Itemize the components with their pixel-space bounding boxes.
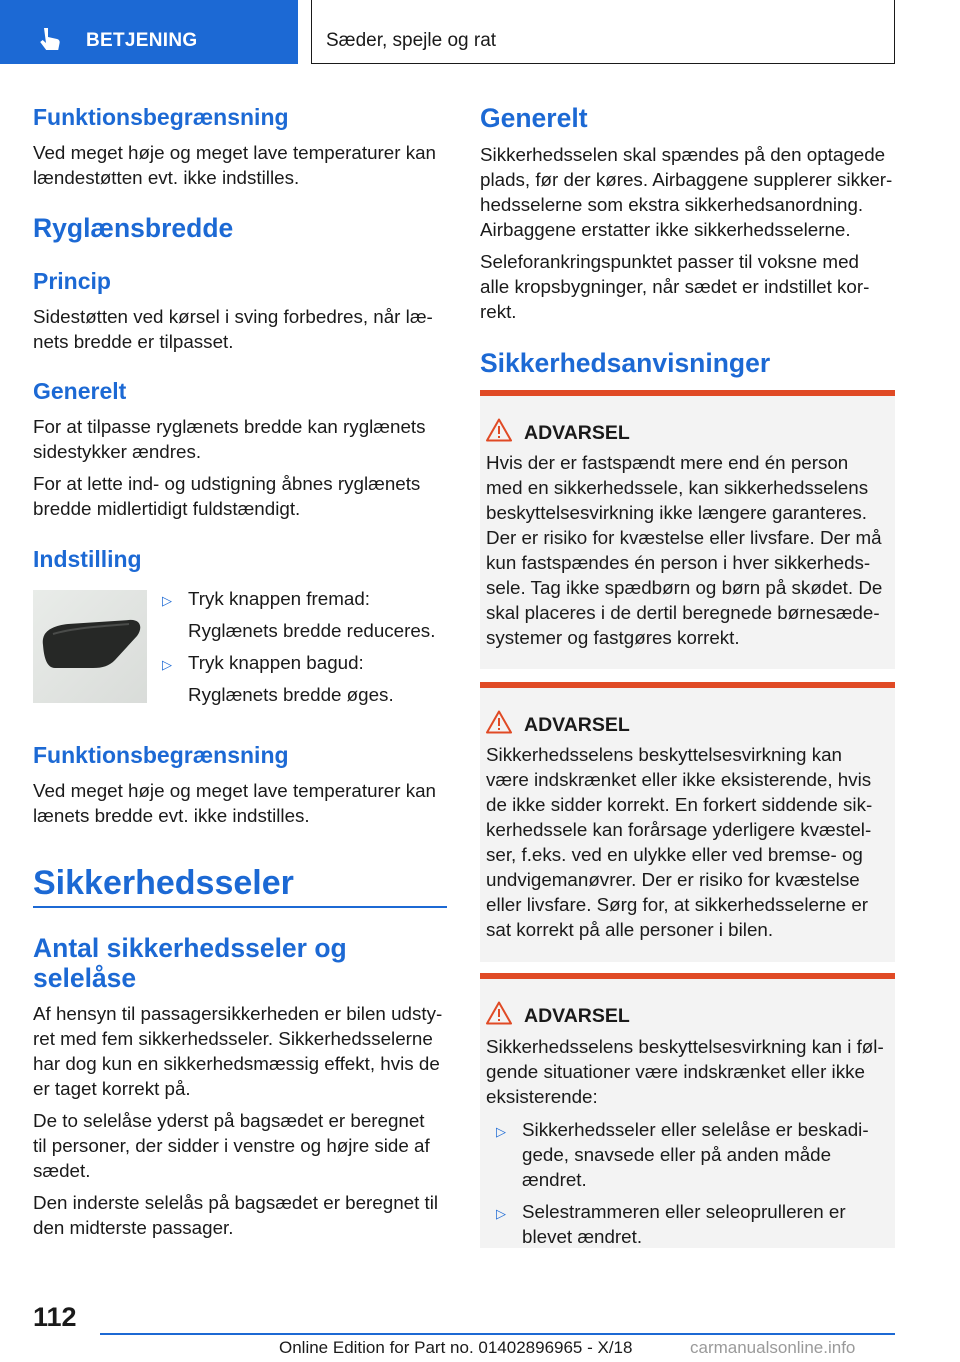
warning-box-1 (480, 396, 895, 669)
paragraph-line: nets bredde er tilpasset. (33, 331, 234, 352)
paragraph-line: er taget korrekt på. (33, 1078, 191, 1099)
list-item: ▷ Sikkerhedsseler eller selelåse er beskadi- gede, snavsede eller på anden måde ændret. (496, 1119, 869, 1190)
paragraph-line: Ved meget høje og meget lave temperaturer kan (33, 780, 436, 801)
paragraph-line: For at lette ind- og udstigning åbnes ryglænets (33, 473, 421, 494)
paragraph-line: Seleforankringspunktet passer til voksne med (480, 251, 859, 272)
paragraph-line: Af hensyn til passagersikkerheden er bilen udsty- (33, 1003, 443, 1024)
header-section: BETJENING (86, 30, 198, 51)
paragraph-line: bredde midlertidigt fuldstændigt. (33, 498, 301, 519)
list-item-sub: Ryglænets bredde øges. (188, 684, 394, 705)
section-rule (33, 906, 447, 908)
heading-antal-line2: selelåse (33, 963, 137, 993)
warning-text-3: Sikkerhedsselens beskyttelsesvirkning kan i føl- gende situationer være indskrænket eller ikke eksisterende: (486, 1036, 884, 1107)
paragraph-line: Sikkerhedsselen skal spændes på den optagede (480, 144, 886, 165)
warning-triangle-icon (486, 710, 512, 734)
paragraph-line: For at tilpasse ryglænets bredde kan ryglænets (33, 416, 426, 437)
list-item: ▷ Selestrammeren eller seleoprulleren er blevet ændret. (496, 1201, 846, 1247)
paragraph-line: hedsselerne som ekstra sikkerhedsanordning. (480, 194, 864, 215)
footer-edition: Online Edition for Part no. 01402896965 - X/18 (279, 1338, 633, 1357)
heading-indstilling: Indstilling (33, 546, 142, 572)
watermark: carmanualsonline.info (690, 1338, 856, 1357)
warning-label: ADVARSEL (524, 714, 630, 736)
heading-princip: Princip (33, 268, 111, 294)
triangle-bullet-icon: ▷ (496, 1124, 506, 1139)
paragraph-line: Airbaggene erstatter ikke sikkerhedsselerne. (480, 219, 851, 240)
warning-triangle-icon (486, 1001, 512, 1025)
paragraph-line: til personer, der sidder i venstre og højre side af (33, 1135, 430, 1156)
heading-ryglaensbredde: Ryglænsbredde (33, 213, 234, 243)
page-number: 112 (33, 1302, 77, 1332)
seat-button-image (33, 590, 147, 703)
paragraph-line: rekt. (480, 301, 517, 322)
paragraph-line: alle kropsbygninger, når sædet er indstillet kor- (480, 276, 870, 297)
footer-rule (100, 1333, 895, 1335)
heading-antal-line1: Antal sikkerhedsseler og (33, 933, 347, 963)
paragraph-line: Sidestøtten ved kørsel i sving forbedres, når læ- (33, 306, 433, 327)
heading-funktionsbegraensning-2: Funktionsbegrænsning (33, 742, 289, 768)
paragraph-line: sædet. (33, 1160, 91, 1181)
hand-pointer-icon (36, 26, 62, 52)
warning-label: ADVARSEL (524, 1005, 630, 1027)
paragraph-line: ret med fem sikkerhedsseler. Sikkerhedsselerne (33, 1028, 433, 1049)
triangle-bullet-icon: ▷ (162, 593, 172, 608)
seat-width-button-photo (33, 590, 147, 703)
triangle-bullet-icon: ▷ (496, 1206, 506, 1221)
heading-funktionsbegraensning-1: Funktionsbegrænsning (33, 104, 289, 130)
paragraph-line: har dog kun en sikkerhedsmæssig effekt, hvis de (33, 1053, 440, 1074)
warning-box-3 (480, 979, 895, 1248)
warning-box-2 (480, 688, 895, 962)
list-item-sub: Ryglænets bredde reduceres. (188, 620, 436, 641)
paragraph-line: Ved meget høje og meget lave temperaturer kan (33, 142, 436, 163)
header-title: Sæder, spejle og rat (326, 30, 497, 51)
warning-text-2: Sikkerhedsselens beskyttelsesvirkning kan være indskrænket eller ikke eksisterende, hvis de ikke sidder korrekt. En forkert siddende sik- kerhedssele kan forårsage yderligere kvæstel- ser, f.eks. ved en ulykke eller ved bremse- og undvigemanøvrer. Der er risiko for kvæstelse eller livsfare. Sørg for, at sikkerhedsselerne er sat korrekt på alle personer i bilen. (486, 744, 873, 940)
paragraph-line: lændestøtten evt. ikke indstilles. (33, 167, 300, 188)
paragraph-line: Den inderste selelås på bagsædet er beregnet til (33, 1192, 439, 1213)
paragraph-line: lænets bredde evt. ikke indstilles. (33, 805, 310, 826)
heading-sikkerhedsseler: Sikkerhedsseler (33, 864, 294, 902)
heading-sikkerhedsanvisninger: Sikkerhedsanvisninger (480, 348, 771, 378)
paragraph-line: plads, før der køres. Airbaggene supplerer sikker- (480, 169, 893, 190)
warning-text-1: Hvis der er fastspændt mere end én person med en sikkerhedssele, kan sikkerhedsselens beskyttelsesvirkning ikke længere garanteres. Der er risiko for kvæstelse eller livsfare. Der må kun fastspændes én person i hver sikkerheds- sele. Tag ikke spædbørn og børn på skødet. De skal placeres i de dertil beregnede børnesæde- systemer og fastgøres korrekt. (486, 452, 883, 648)
warning-label: ADVARSEL (524, 422, 630, 444)
header-section-tab (0, 0, 298, 64)
triangle-bullet-icon: ▷ (162, 657, 172, 672)
warning-triangle-icon (486, 418, 512, 442)
paragraph-line: De to selelåse yderst på bagsædet er beregnet (33, 1110, 425, 1131)
heading-generelt-left: Generelt (33, 378, 127, 404)
paragraph-line: den midterste passager. (33, 1217, 234, 1238)
paragraph-line: sidestykker ændres. (33, 441, 202, 462)
heading-generelt-right: Generelt (480, 103, 588, 133)
